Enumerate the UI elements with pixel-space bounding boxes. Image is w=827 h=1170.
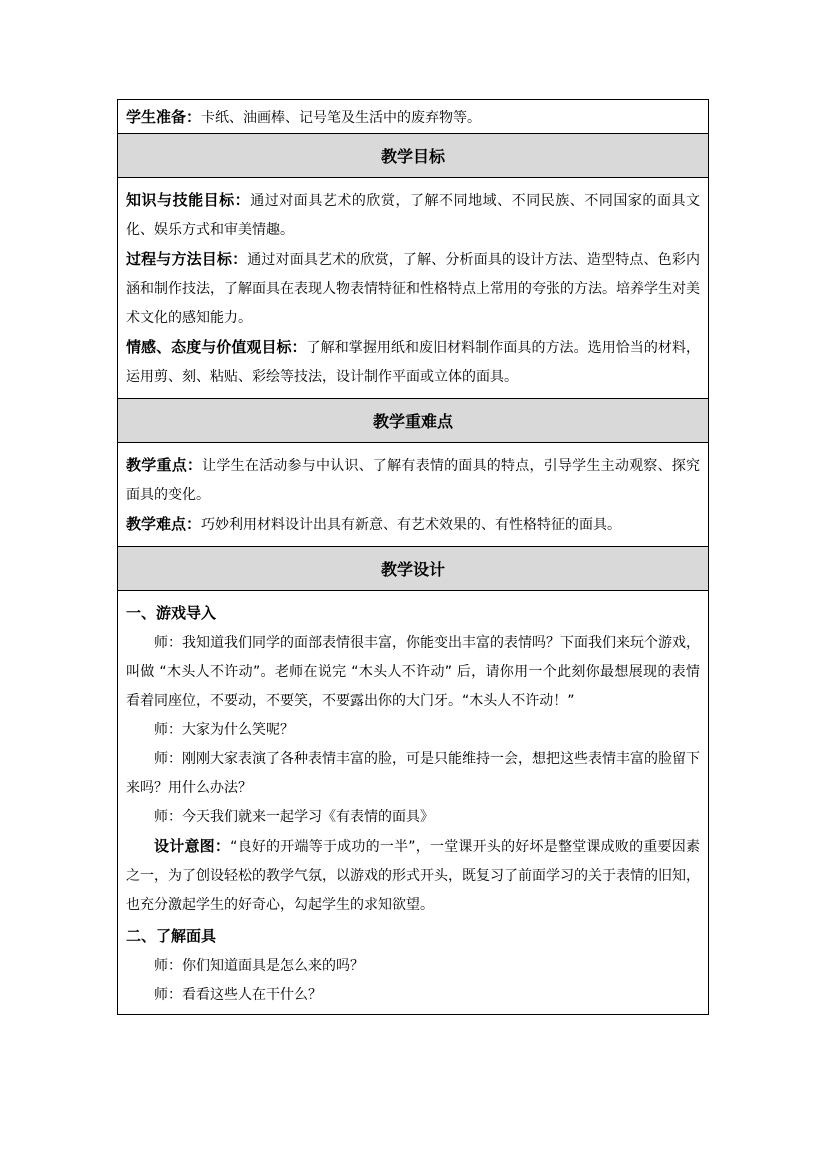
process-objective [126,245,700,333]
design-header-text: 教学设计 [380,560,445,579]
key-points-header-text: 教学重难点 [372,412,453,431]
knowledge-objective-label: 知识与技能目标： [126,191,251,209]
key-points-body [118,443,708,547]
section-understand-masks-title: 二、了解面具 [126,927,217,945]
teaching-difficulty-text: 巧妙利用材料设计出具有新意、有艺术效果的、有性格特征的面具。 [201,517,622,533]
teaching-difficulty [126,510,700,540]
design-paragraph-3: 师：刚刚大家表演了各种表情丰富的脸，可是只能维持一会，想把这些表情丰富的脸留下来吗？用什么办法？ [126,751,700,796]
design-intent-label: 设计意图： [154,837,231,855]
design-intent-text: “良好的开端等于成功的一半”，一堂课开头的好坏是整堂课成败的重要因素之一，为了创设轻松的教学气氛，以游戏的形式开头，既复习了前面学习的关于表情的旧知，也充分激起学生的好奇心，勾起学生的求知欲望。 [126,839,700,913]
process-objective-label: 过程与方法目标： [126,250,248,268]
objectives-header-text: 教学目标 [380,147,445,166]
design-paragraph-6: 师：看看这些人在干什么？ [154,987,322,1003]
key-points-header [118,399,708,443]
process-objective-text: 通过对面具艺术的欣赏，了解、分析面具的设计方法、造型特点、色彩内涵和制作技法，了解面具在表现人物表情特征和性格特点上常用的夸张的方法。培养学生对美术文化的感知能力。 [126,252,700,326]
design-paragraph-5: 师：你们知道面具是怎么来的吗？ [154,958,364,974]
design-paragraph-1: 师：我知道我们同学的面部表情很丰富，你能变出丰富的表情吗？下面我们来玩个游戏，叫做 “木头人不许动”。老师在说完 “木头人不许动” 后，请你用一个此刻你最想展现的表情看着同座位，不要动，不要笑，不要露出你的大门牙。“木头人不许动！” [126,635,700,709]
teaching-focus-text: 让学生在活动参与中认识、了解有表情的面具的特点，引导学生主动观察、探究面具的变化。 [126,458,700,503]
design-intent [126,832,700,920]
lesson-plan-table [117,99,709,1015]
objectives-header [118,134,708,178]
teaching-focus-label: 教学重点： [126,456,203,474]
section-game-intro-title: 一、游戏导入 [126,604,217,622]
teaching-difficulty-label: 教学难点： [126,515,202,533]
knowledge-objective [126,186,700,245]
teaching-focus [126,451,700,510]
objectives-body [118,178,708,399]
attitude-objective-text: 了解和掌握用纸和废旧材料制作面具的方法。选用恰当的材料，运用剪、刻、粘贴、彩绘等技法，设计制作平面或立体的面具。 [126,340,700,385]
student-prep-row [118,100,708,134]
student-prep-text: 卡纸、油画棒、记号笔及生活中的废弃物等。 [201,109,482,126]
design-header [118,547,708,591]
design-body [118,591,708,1014]
attitude-objective-label: 情感、态度与价值观目标： [126,338,307,356]
design-paragraph-2: 师：大家为什么笑呢？ [154,722,294,738]
design-paragraph-4: 师：今天我们就来一起学习《有表情的面具》 [154,809,434,825]
knowledge-objective-text: 通过对面具艺术的欣赏，了解不同地域、不同民族、不同国家的面具文化、娱乐方式和审美情趣。 [126,193,700,238]
student-prep-label: 学生准备： [126,108,202,126]
attitude-objective [126,333,700,392]
